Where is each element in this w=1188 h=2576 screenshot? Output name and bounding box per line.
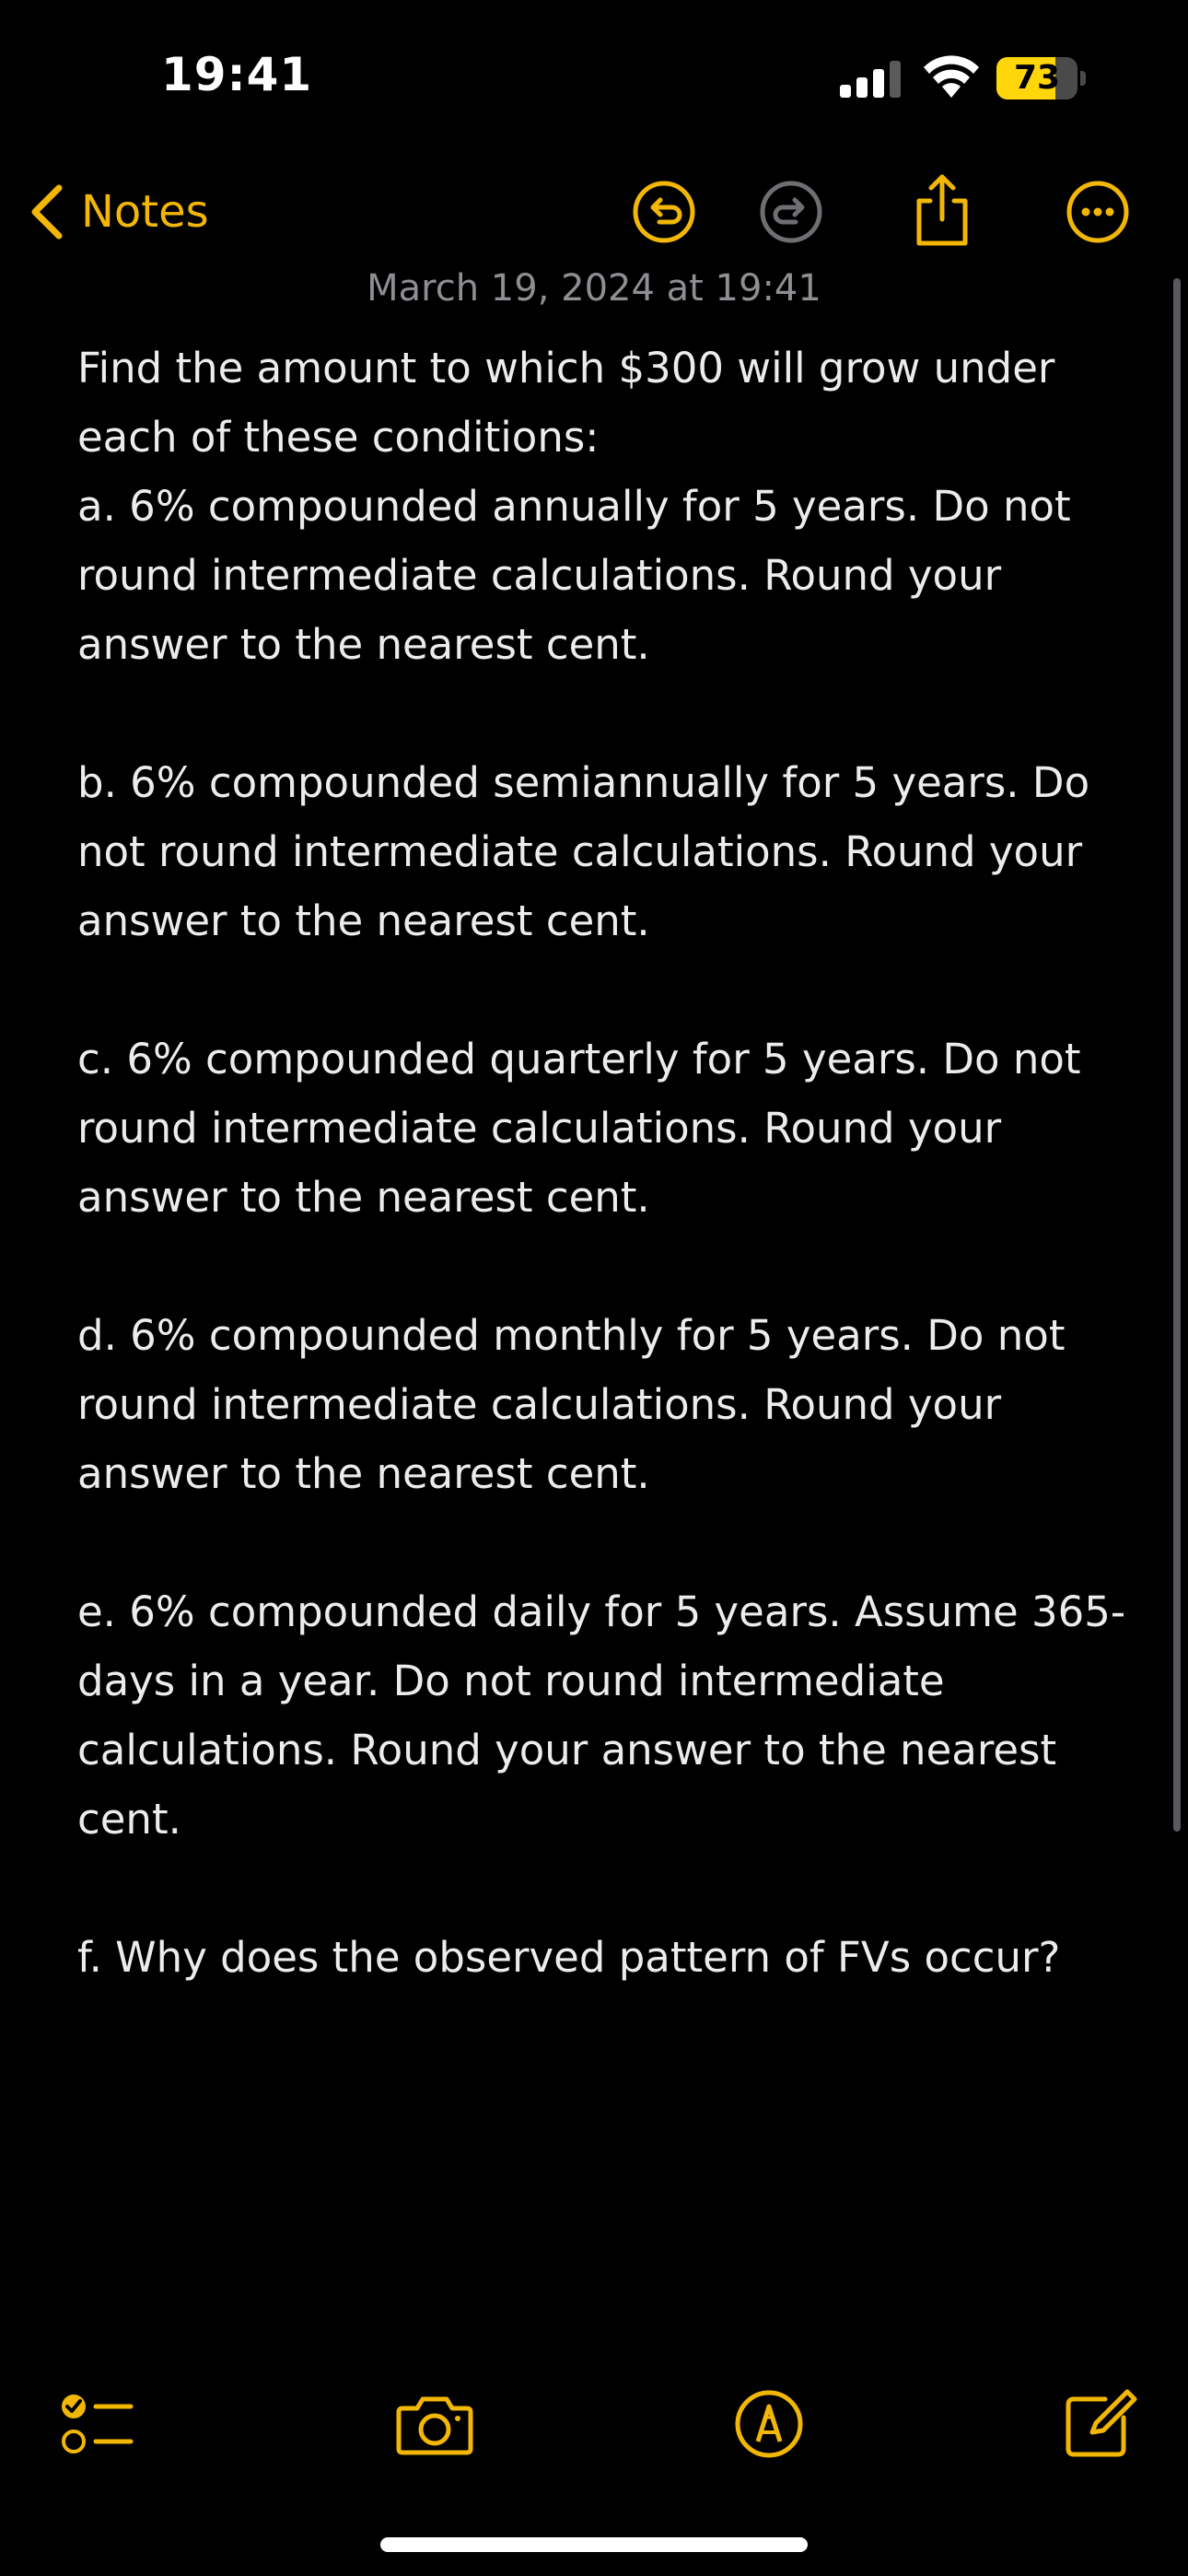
chevron-left-icon — [28, 182, 68, 241]
status-time: 19:41 — [161, 48, 313, 101]
camera-button[interactable] — [393, 2383, 476, 2465]
wifi-icon — [924, 55, 979, 98]
battery-level: 73 — [1013, 59, 1061, 97]
note-body[interactable] — [77, 334, 1127, 2061]
checklist-icon — [57, 2383, 140, 2465]
nav-bar — [0, 166, 1188, 258]
note-paragraph-d: d. 6% compounded monthly for 5 years. Do not round intermediate calculations. Round your answer to the nearest cent. — [77, 1311, 1066, 1498]
redo-button[interactable] — [759, 180, 823, 244]
share-button[interactable] — [910, 173, 974, 247]
cellular-signal-icon — [840, 61, 904, 98]
note-paragraph-e: e. 6% compounded daily for 5 years. Assume 365-days in a year. Do not round intermediate calculations. Round your answer to the nearest cent. — [77, 1587, 1126, 1844]
status-bar — [0, 0, 1188, 157]
note-paragraph-b: b. 6% compounded semiannually for 5 years. Do not round intermediate calculations. Round your answer to the nearest cent. — [77, 758, 1090, 945]
battery-cap — [1080, 71, 1086, 86]
note-paragraph-c: c. 6% compounded quarterly for 5 years. Do not round intermediate calculations. Round your answer to the nearest cent. — [77, 1035, 1081, 1222]
battery-body — [996, 57, 1077, 100]
note-date: March 19, 2024 at 19:41 — [367, 267, 821, 310]
checklist-button[interactable] — [57, 2383, 140, 2465]
back-button[interactable] — [28, 177, 209, 247]
scrollbar[interactable] — [1173, 278, 1181, 1832]
compose-button[interactable] — [1057, 2383, 1140, 2465]
undo-icon — [632, 180, 696, 244]
undo-button[interactable] — [632, 180, 696, 244]
note-paragraph-f: f. Why does the observed pattern of FVs occur? — [77, 1933, 1061, 1982]
note-paragraph-question-a: Find the amount to which $300 will grow under each of these conditions: a. 6% compounded annually for 5 years. Do not round intermediate calculations. Round your answer to the nearest cent. — [77, 344, 1071, 669]
more-button[interactable] — [1066, 180, 1130, 244]
compose-icon — [1057, 2383, 1140, 2465]
battery-indicator — [996, 57, 1085, 100]
camera-icon — [393, 2383, 476, 2465]
home-indicator[interactable] — [380, 2537, 808, 2552]
more-icon — [1066, 180, 1130, 244]
redo-icon — [759, 180, 823, 244]
markup-button[interactable] — [728, 2383, 810, 2465]
markup-icon — [728, 2383, 810, 2465]
back-label: Notes — [81, 186, 209, 238]
share-icon — [910, 173, 974, 247]
